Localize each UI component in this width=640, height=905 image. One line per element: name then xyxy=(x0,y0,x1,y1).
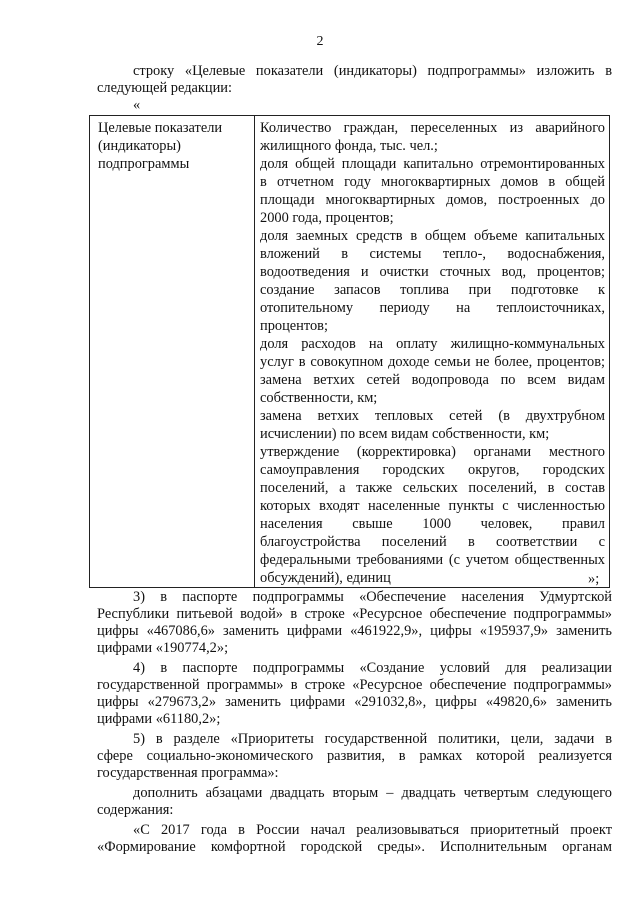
paragraph-4-line: цифры «279673,2» заменить цифрами «291032,8», цифры «49820,6» заменить xyxy=(97,694,612,710)
close-quote: »; xyxy=(588,571,600,587)
label-line: Целевые показатели xyxy=(98,120,223,136)
paragraph-3-line: цифры «467086,6» заменить цифрами «461922,9», цифры «195937,9» заменить xyxy=(97,623,612,639)
content-line: доля заемных средств в общем объеме капитальных xyxy=(260,228,605,244)
content-line: которых входят населенные пункты с численностью xyxy=(260,498,605,514)
content-line: утверждение (корректировка) органами местного xyxy=(260,444,605,460)
content-line: процентов; xyxy=(260,318,328,334)
paragraph-6-line: дополнить абзацами двадцать вторым – двадцать четвертым следующего xyxy=(133,785,612,801)
table-row xyxy=(90,116,610,588)
paragraph-5-line: 5) в разделе «Приоритеты государственной политики, цели, задачи в xyxy=(133,731,612,747)
content-line: самоуправления городских округов, городских xyxy=(260,462,605,478)
label-line: (индикаторы) xyxy=(98,138,181,154)
paragraph-3-line: цифрами «190774,2»; xyxy=(97,640,229,656)
content-line: создание запасов топлива при подготовке к xyxy=(260,282,605,298)
paragraph-4-line: 4) в паспорте подпрограммы «Создание условий для реализации xyxy=(133,660,612,676)
intro-line-1: строку «Целевые показатели (индикаторы) подпрограммы» изложить в xyxy=(133,63,612,79)
indicator-label-cell xyxy=(90,116,255,588)
paragraph-7-line: «С 2017 года в России начал реализовываться приоритетный проект xyxy=(133,822,612,838)
paragraph-7-line: «Формирование комфортной городской среды». Исполнительным органам xyxy=(97,839,612,855)
paragraph-6-line: содержания: xyxy=(97,802,174,818)
open-quote: « xyxy=(133,97,141,113)
paragraph-3-line: 3) в паспорте подпрограммы «Обеспечение населения Удмуртской xyxy=(133,589,612,605)
content-line: площади многоквартирных домов, построенных до xyxy=(260,192,605,208)
content-line: федеральными требованиями (с учетом общественных xyxy=(260,552,605,568)
content-line: доля расходов на оплату жилищно-коммунальных xyxy=(260,336,605,352)
paragraph-4-line: цифрами «61180,2»; xyxy=(97,711,221,727)
content-line: благоустройства поселений в соответствии с xyxy=(260,534,605,550)
content-line: доля общей площади капитально отремонтированных xyxy=(260,156,605,172)
content-line: водоотведения и очистки сточных вод, процентов; xyxy=(260,264,605,280)
label-line: подпрограммы xyxy=(98,156,190,172)
content-line: собственности, км; xyxy=(260,390,378,406)
content-line: отопительному периоду на теплоисточниках, xyxy=(260,300,605,316)
content-line: исчислении) по всем видам собственности, км; xyxy=(260,426,550,442)
content-line: Количество граждан, переселенных из аварийного xyxy=(260,120,605,136)
content-line: замена ветхих сетей водопровода по всем видам xyxy=(260,372,605,388)
content-line: 2000 года, процентов; xyxy=(260,210,394,226)
content-line: обсуждений), единиц xyxy=(260,570,391,586)
content-line: в отчетном году многоквартирных домов в общей xyxy=(260,174,605,190)
content-line: населения свыше 1000 человек, правил xyxy=(260,516,605,532)
content-line: услуг в совокупном доходе семьи не более, процентов; xyxy=(260,354,605,370)
content-line: поселений, а также сельских поселений, в состав xyxy=(260,480,605,496)
paragraph-5-line: сфере социально-экономического развития, в рамках которой реализуется xyxy=(97,748,612,764)
paragraph-5-line: государственная программа»: xyxy=(97,765,279,781)
indicator-content-cell xyxy=(255,116,610,588)
paragraph-4-line: государственной программы» в строке «Ресурсное обеспечение подпрограммы» xyxy=(97,677,612,693)
page-number: 2 xyxy=(316,34,324,49)
content-line: вложений в системы тепло-, водоснабжения, xyxy=(260,246,605,262)
content-line: жилищного фонда, тыс. чел.; xyxy=(260,138,438,154)
paragraph-3-line: Республики питьевой водой» в строке «Ресурсное обеспечение подпрограммы» xyxy=(97,606,612,622)
content-line: замена ветхих тепловых сетей (в двухтрубном xyxy=(260,408,605,424)
indicators-table xyxy=(89,115,610,588)
intro-line-2: следующей редакции: xyxy=(97,80,232,96)
